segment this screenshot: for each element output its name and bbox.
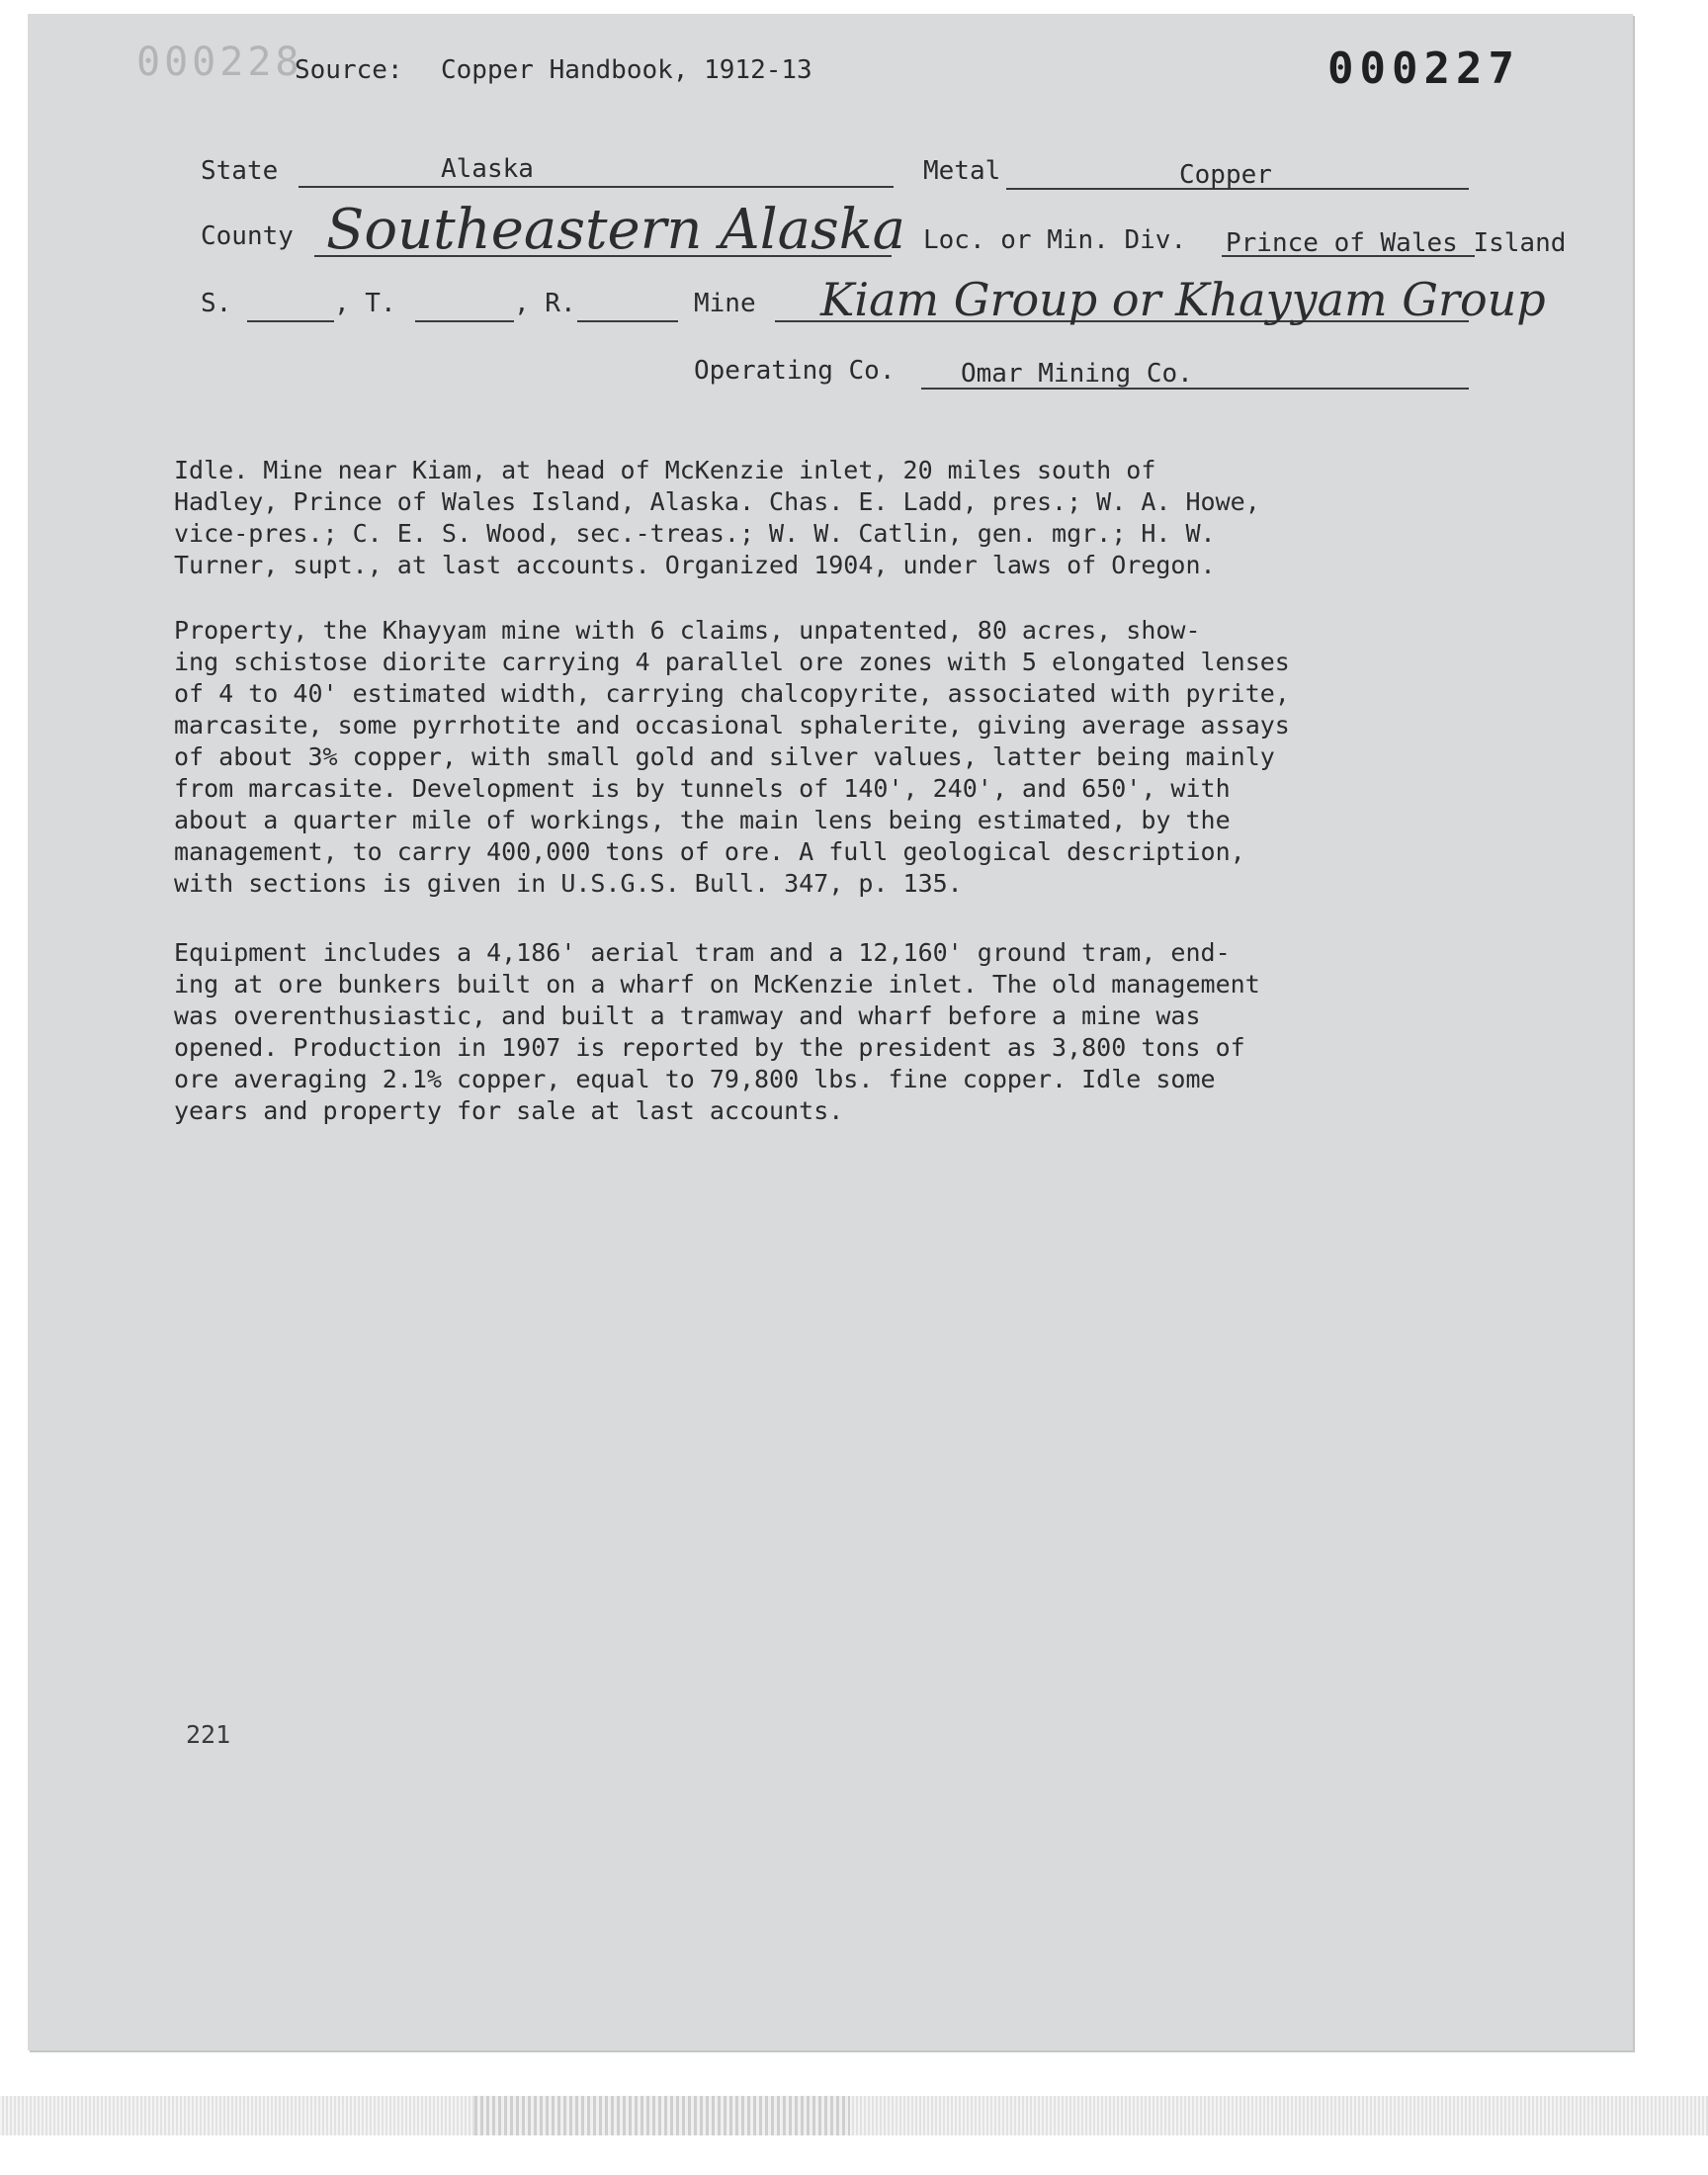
source-label: Source: bbox=[295, 55, 403, 85]
mine-label: Mine bbox=[694, 289, 756, 318]
mine-value: Kiam Group or Khayyam Group bbox=[820, 273, 1546, 326]
section-line bbox=[247, 320, 334, 322]
scanner-strip bbox=[0, 2096, 1708, 2135]
loc-value: Prince of Wales Island bbox=[1226, 228, 1567, 258]
document-number: 000227 bbox=[1327, 44, 1520, 94]
loc-label: Loc. or Min. Div. bbox=[923, 225, 1187, 255]
range-label: , R. bbox=[514, 289, 576, 318]
paragraph-idle: Idle. Mine near Kiam, at head of McKenzie inlet, 20 miles south of Hadley, Prince of Wales Island, Alaska. Chas. E. Ladd, pres.; W. A. Howe, vice-pres.; C. E. S. Wood, sec.-treas.; W. W. Catlin, gen. mgr.; H. W. Turner, supt., at last accounts. Organized 1904, under laws of Oregon. bbox=[174, 456, 1260, 579]
source-value: Copper Handbook, 1912-13 bbox=[441, 55, 812, 85]
scanner-strip-dark bbox=[474, 2096, 850, 2135]
state-value: Alaska bbox=[441, 154, 534, 184]
county-value: Southeastern Alaska bbox=[326, 198, 906, 262]
operating-label: Operating Co. bbox=[694, 356, 896, 386]
state-label: State bbox=[201, 156, 279, 186]
metal-value: Copper bbox=[1179, 160, 1272, 190]
paragraph-property: Property, the Khayyam mine with 6 claims, unpatented, 80 acres, show- ing schistose diorite carrying 4 parallel ore zones with 5 elongated lenses of 4 to 40' estimated width, carrying chalcopyrite, associated with pyrite, marcasite, some pyrrhotite and occasional sphalerite, giving average assays of about 3% copper, with small gold and silver values, latter being mainly from marcasite. Development is by tunnels of 140', 240', and 650', with about a quarter mile of workings, the main lens being estimated, by the management, to carry 400,000 tons of ore. A full geological description, with sections is given in U.S.G.S. Bull. 347, p. 135. bbox=[174, 616, 1290, 898]
section-label: S. bbox=[201, 289, 232, 318]
metal-label: Metal bbox=[923, 156, 1001, 186]
page-number: 221 bbox=[186, 1720, 231, 1749]
township-label: , T. bbox=[334, 289, 396, 318]
state-line bbox=[299, 186, 894, 188]
bleed-through-number: 000228 bbox=[136, 40, 303, 85]
range-line bbox=[577, 320, 678, 322]
township-line bbox=[415, 320, 514, 322]
paragraph-equipment: Equipment includes a 4,186' aerial tram and a 12,160' ground tram, end- ing at ore bunkers built on a wharf on McKenzie inlet. The old management was overenthusiastic, and built a tramway and wharf before a mine was opened. Production in 1907 is reported by the president as 3,800 tons of ore averaging 2.1% copper, equal to 79,800 lbs. fine copper. Idle some years and property for sale at last accounts. bbox=[174, 938, 1260, 1125]
county-label: County bbox=[201, 221, 294, 251]
operating-value: Omar Mining Co. bbox=[961, 359, 1193, 389]
